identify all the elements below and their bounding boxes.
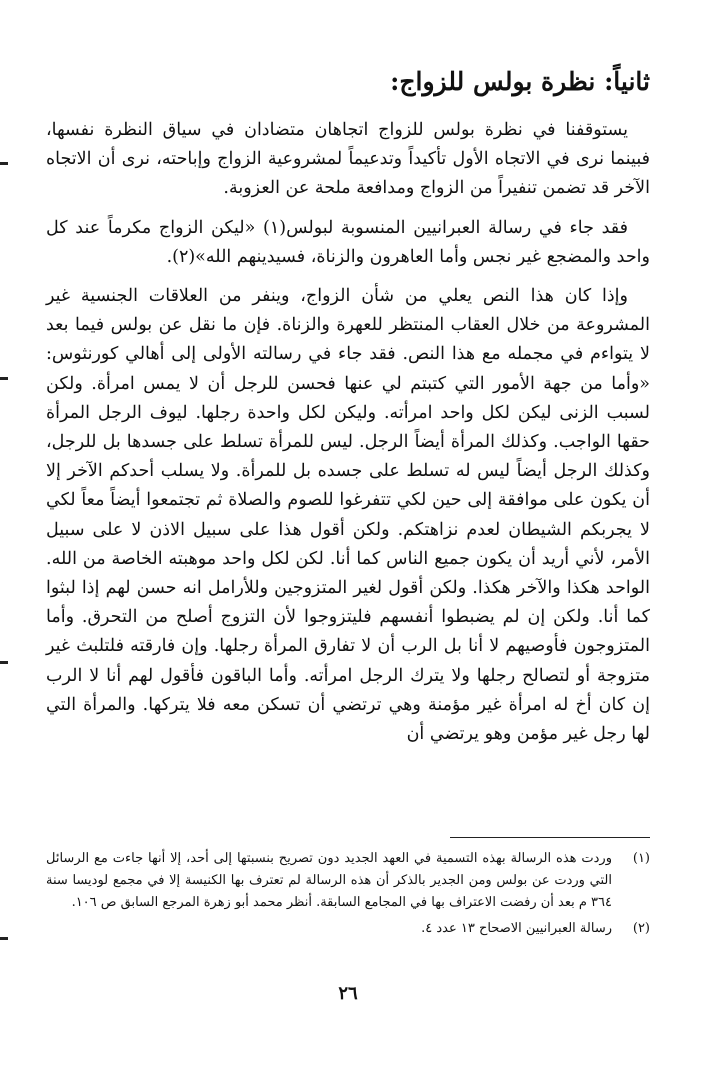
scan-edge-mark	[0, 661, 8, 664]
footnote-number: (١)	[632, 851, 650, 866]
page-number: ٢٦	[338, 983, 358, 1004]
footnote-text: وردت هذه الرسالة بهذه التسمية في العهد الجديد دون تصريح بنسبتها إلى أحد، إلا أنها جاءت مع الرسائل التي وردت عن بولس ومن الجدير بالذكر أن هذه الرسالة لم تعترف بها الكنيسة إلا في مجمع لوديسا سنة ٣٦٤ م بعد أن رفضت الاعتراف بها في المجامع السابقة. أنظر محمد أبو زهرة المرجع السابق ص ١٠٦.	[46, 851, 612, 910]
paragraph-corinthians-quote: وإذا كان هذا النص يعلي من شأن الزواج، وينفر من العلاقات الجنسية غير المشروعة من خلال العقاب المنتظر للعهرة والزناة. فإن ما نقل عن بولس فيما بعد لا يتواءم في مجمله مع هذا النص. فقد جاء في رسالته الأولى إلى أهالي كورنثوس: «وأما من جهة الأمور التي كتبتم لي عنها فحسن للرجل أن لا يمس امرأة. ولكن لسبب الزنى ليكن لكل واحد امرأته. وليكن لكل واحدة رجلها. ليوف الرجل المرأة حقها الواجب. وكذلك المرأة أيضاً الرجل. ليس للمرأة تسلط على جسدها بل للرجل، وكذلك الرجل أيضاً ليس له تسلط على جسده بل للمرأة. ولا يسلب أحدكم الآخر إلا أن يكون على موافقة إلى حين لكي تتفرغوا للصوم والصلاة ثم تجتمعوا أيضاً معاً لكي لا يجربكم الشيطان لعدم نزاهتكم. ولكن أقول هذا على سبيل الاذن لا على سبيل الأمر، لأني أريد أن يكون جميع الناس كما أنا. لكن لكل واحد موهبته الخاصة من الله. الواحد هكذا والآخر هكذا. ولكن أقول لغير المتزوجين وللأرامل انه حسن لهم إذا لبثوا كما أنا. ولكن إن لم يضبطوا أنفسهم فليتزوجوا لأن التزوج أصلح من التحرق. وأما المتزوجون فأوصيهم لا أنا بل الرب أن لا تفارق المرأة رجلها. وإن فارقته فلتلبث غير متزوجة أو لتصالح رجلها ولا يترك الرجل امرأته. وأما الباقون فأقول لهم أنا لا الرب إن كان أخ له امرأة غير مؤمنة وهي ترتضي أن تسكن معه فلا يتركها. والمرأة التي لها رجل غير مؤمن وهو يرتضي أن	[46, 286, 650, 745]
paragraph-intro: يستوقفنا في نظرة بولس للزواج اتجاهان متضادان في سياق النظرة نفسها، فبينما نرى في الاتجاه الأول تأكيداً وتدعيماً لمشروعية الزواج وإباحته، نرى أن الاتجاه الآخر قد تضمن تنفيراً من الزواج ومدافعة ملحة عن العزوبة.	[46, 120, 650, 199]
footnote-text: رسالة العبرانيين الاصحاح ١٣ عدد ٤.	[421, 921, 612, 936]
section-heading: ثانياً: نظرة بولس للزواج:	[390, 67, 650, 96]
footnotes	[46, 848, 650, 944]
book-page	[46, 60, 650, 1050]
footnote-number: (٢)	[632, 921, 650, 936]
paragraph-hebrews-quote: فقد جاء في رسالة العبرانيين المنسوبة لبولس(١) «ليكن الزواج مكرماً عند كل واحد والمضجع غير نجس وأما العاهرون والزناة، فسيدينهم الله»(٢).	[46, 217, 650, 267]
footnote-item	[46, 848, 650, 914]
footnote-item	[46, 918, 650, 940]
scan-edge-mark	[0, 162, 8, 165]
scan-edge-mark	[0, 937, 8, 940]
scan-edge-mark	[0, 377, 8, 380]
footnote-separator	[450, 837, 650, 838]
